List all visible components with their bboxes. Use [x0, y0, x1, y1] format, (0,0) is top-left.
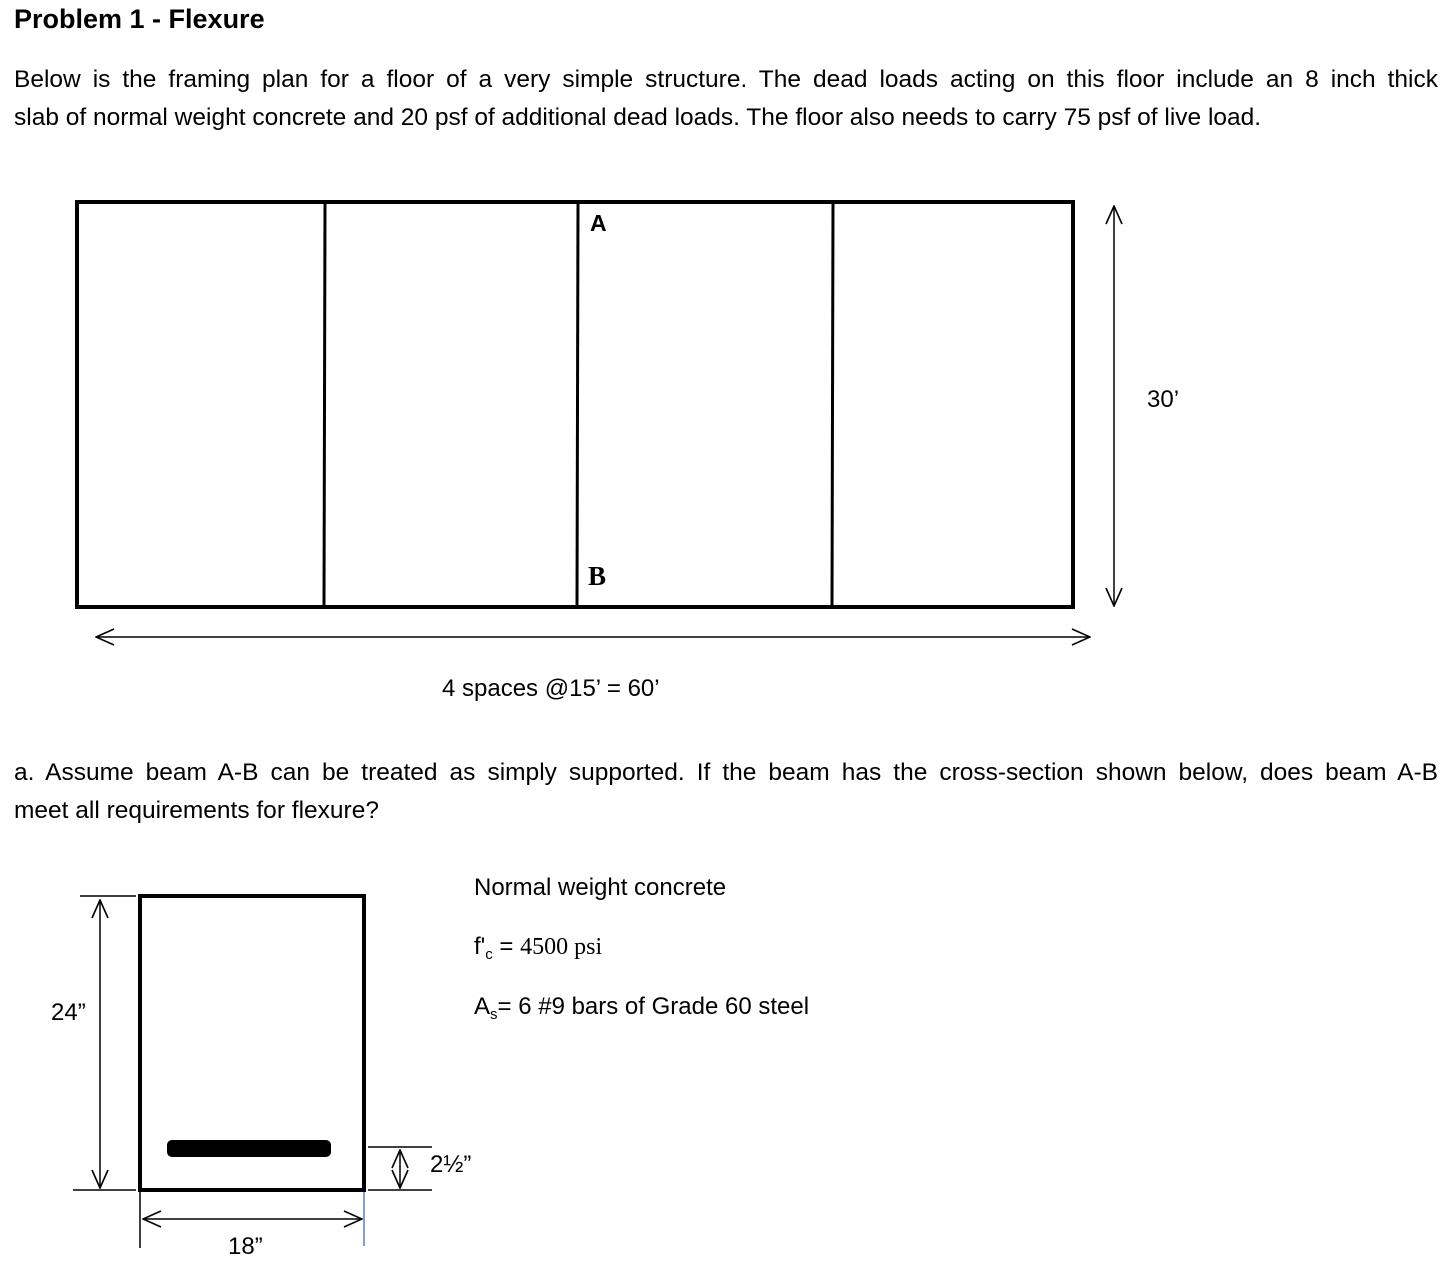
section-width-label: 18”	[228, 1233, 263, 1260]
framing-beam-a-b	[577, 202, 578, 607]
concrete-type: Normal weight concrete	[474, 874, 727, 901]
question-a-line-1: a. Assume beam A-B can be treated as simply supported. If the beam has the cross-section shown below, does beam A-B	[14, 759, 1438, 786]
question-a-line-2: meet all requirements for flexure?	[14, 797, 379, 824]
framing-plan-outline	[77, 202, 1073, 607]
concrete-strength: $f'_c = 4500$ psi	[474, 933, 603, 963]
framing-beam-3	[832, 202, 833, 607]
steel-area: $A_s= 6$ #9 bars of Grade 60 steel	[474, 993, 810, 1023]
cover-dimension-label: 2½”	[430, 1151, 472, 1178]
reinforcing-bars	[167, 1140, 331, 1157]
section-height-label: 24”	[51, 999, 86, 1026]
intro-paragraph-line-2: slab of normal weight concrete and 20 psf of additional dead loads. The floor also needs to carry 75 psf of live load.	[14, 104, 1262, 131]
plan-height-dimension-label: 30’	[1147, 386, 1180, 413]
intro-paragraph-line-1: Below is the framing plan for a floor of a very simple structure. The dead loads acting on this floor include an 8 inch thick	[14, 66, 1438, 93]
point-b-label: B	[588, 561, 607, 591]
plan-width-dimension-label: 4 spaces @15’ = 60’	[442, 675, 660, 702]
problem-title: Problem 1 - Flexure	[14, 4, 265, 34]
point-a-label: A	[590, 210, 607, 236]
framing-beam-1	[324, 202, 325, 607]
